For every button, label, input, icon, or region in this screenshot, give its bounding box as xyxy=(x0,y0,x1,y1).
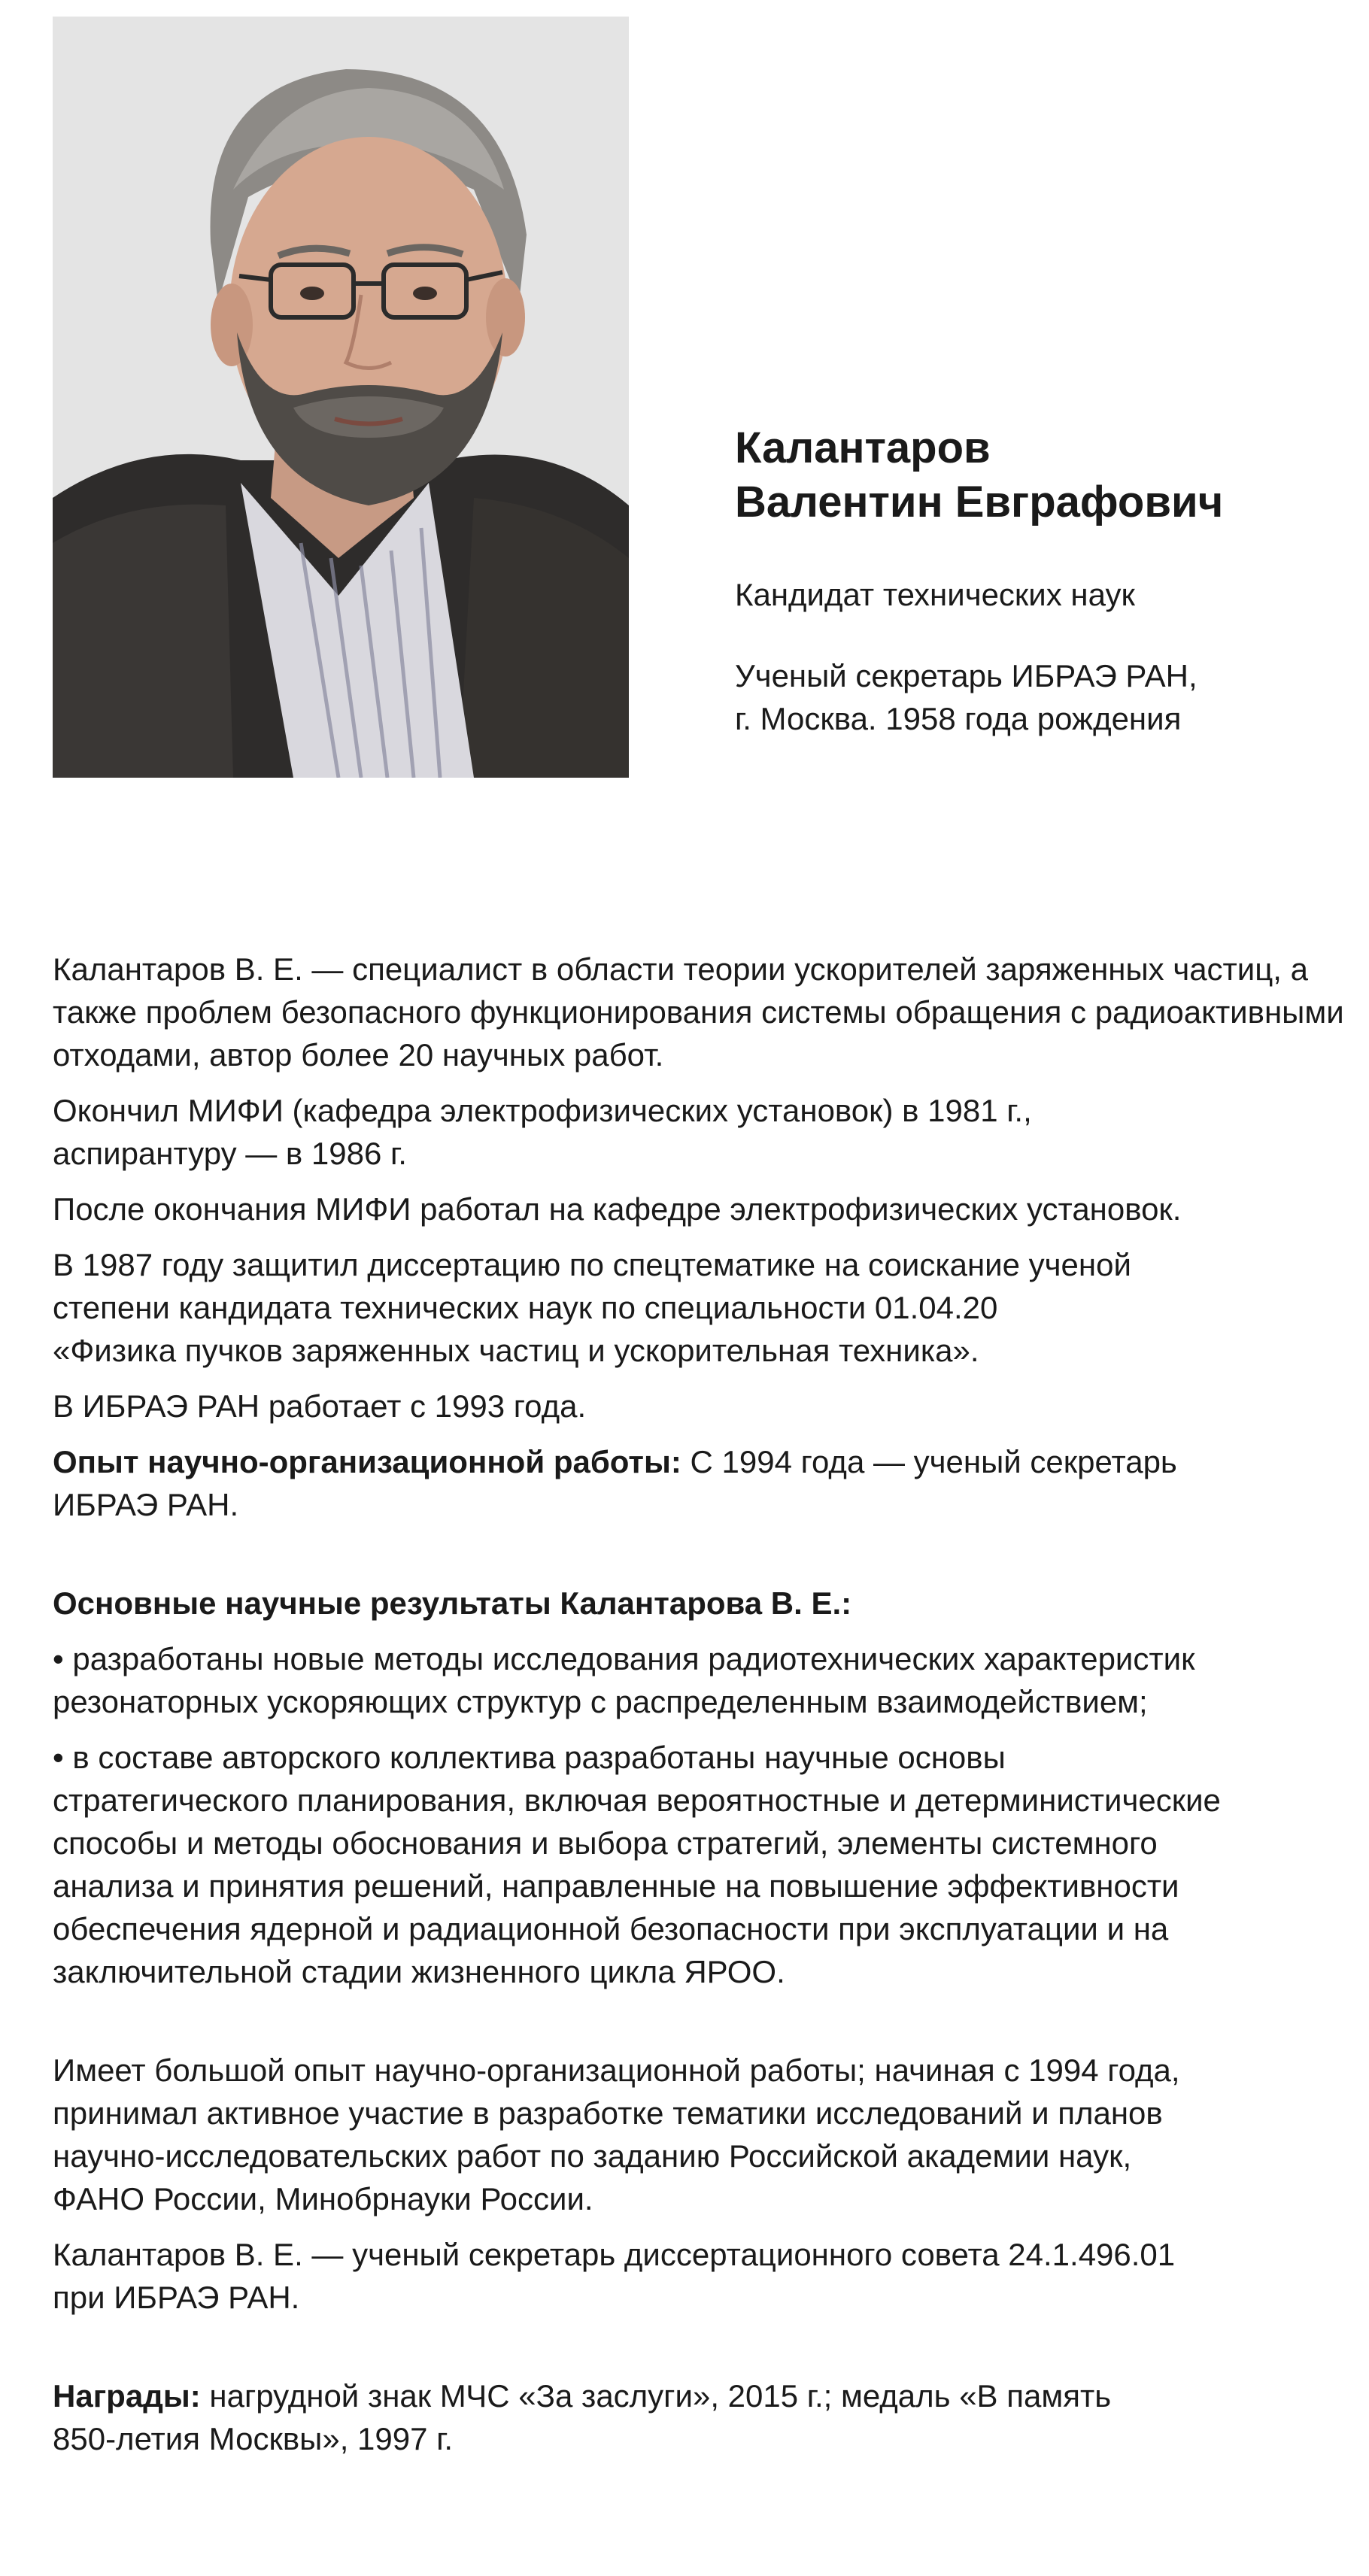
bio-after-mifi-text: После окончания МИФИ работал на кафедре электрофизических установок. xyxy=(53,1191,1182,1227)
bio-education-line: аспирантуру — в 1986 г. xyxy=(53,1136,407,1171)
bio-dissertation-line: степени кандидата технических наук по специальности 01.04.20 xyxy=(53,1290,998,1325)
experience-line: Имеет большой опыт научно-организационной работы; начиная с 1994 года, xyxy=(53,2053,1180,2088)
bio-paragraph-org-experience xyxy=(53,1440,1365,1526)
birth-info: г. Москва. 1958 года рождения xyxy=(735,701,1182,736)
awards-text: нагрудной знак МЧС «За заслуги», 2015 г.; медаль «В память xyxy=(200,2378,1112,2414)
biography xyxy=(53,948,1365,2473)
bio-ibrae-text: В ИБРАЭ РАН работает с 1993 года. xyxy=(53,1388,587,1424)
results-item xyxy=(53,1637,1365,1723)
bio-paragraph-specialization xyxy=(53,948,1365,1076)
portrait-illustration xyxy=(53,17,629,778)
bio-paragraph-after-mifi xyxy=(53,1188,1365,1230)
position-info xyxy=(735,654,1337,740)
council-paragraph xyxy=(53,2233,1365,2319)
experience-line: принимал активное участие в разработке тематики исследований и планов xyxy=(53,2095,1163,2131)
profile-header xyxy=(735,421,1337,740)
results-item-line: обеспечения ядерной и радиационной безопасности при эксплуатации и на xyxy=(53,1911,1169,1946)
bio-education-line: Окончил МИФИ (кафедра электрофизических установок) в 1981 г., xyxy=(53,1093,1032,1128)
position-title: Ученый секретарь ИБРАЭ РАН, xyxy=(735,658,1197,693)
bio-dissertation-line: «Физика пучков заряженных частиц и ускорительная техника». xyxy=(53,1333,979,1368)
awards-text: 850-летия Москвы», 1997 г. xyxy=(53,2421,453,2456)
bio-dissertation-line: В 1987 году защитил диссертацию по спецтематике на соискание ученой xyxy=(53,1247,1131,1282)
results-heading xyxy=(53,1582,1365,1625)
bio-specialization-text: Калантаров В. Е. — специалист в области теории ускорителей заряженных частиц, а также проблем безопасного функционирования системы обращения с радиоактивными отходами, автор более 20 научных работ. xyxy=(53,951,1344,1073)
academic-degree: Кандидат технических наук xyxy=(735,577,1135,612)
results-heading-text: Основные научные результаты Калантарова В. Е.: xyxy=(53,1585,852,1621)
org-experience-text: С 1994 года — ученый секретарь xyxy=(681,1444,1177,1479)
bio-paragraph-education xyxy=(53,1089,1365,1175)
results-item xyxy=(53,1736,1365,1993)
person-surname: Калантаров xyxy=(735,423,991,472)
experience-line: научно-исследовательских работ по заданию Российской академии наук, xyxy=(53,2138,1132,2174)
portrait-photo xyxy=(53,17,629,778)
bio-paragraph-ibrae xyxy=(53,1385,1365,1428)
experience-paragraph xyxy=(53,2049,1365,2220)
org-experience-text: ИБРАЭ РАН. xyxy=(53,1487,239,1522)
results-item-line: заключительной стадии жизненного цикла ЯРОО. xyxy=(53,1954,785,1989)
results-item-line: • разработаны новые методы исследования радиотехнических характеристик xyxy=(53,1641,1195,1676)
org-experience-label: Опыт научно-организационной работы: xyxy=(53,1444,681,1479)
experience-line: ФАНО России, Минобрнауки России. xyxy=(53,2181,593,2216)
awards-paragraph xyxy=(53,2374,1365,2460)
results-item-line: резонаторных ускоряющих структур с распределенным взаимодействием; xyxy=(53,1684,1148,1719)
council-line: при ИБРАЭ РАН. xyxy=(53,2280,300,2315)
results-item-line: способы и методы обоснования и выбора стратегий, элементы системного xyxy=(53,1825,1158,1861)
person-name xyxy=(735,421,1337,529)
council-line: Калантаров В. Е. — ученый секретарь диссертационного совета 24.1.496.01 xyxy=(53,2237,1176,2272)
person-given-names: Валентин Евграфович xyxy=(735,478,1224,526)
results-item-line: стратегического планирования, включая вероятностные и детерминистические xyxy=(53,1783,1221,1818)
results-item-line: анализа и принятия решений, направленные на повышение эффективности xyxy=(53,1868,1179,1904)
results-item-line: • в составе авторского коллектива разработаны научные основы xyxy=(53,1740,1006,1775)
awards-label: Награды: xyxy=(53,2378,201,2414)
bio-paragraph-dissertation xyxy=(53,1243,1365,1372)
